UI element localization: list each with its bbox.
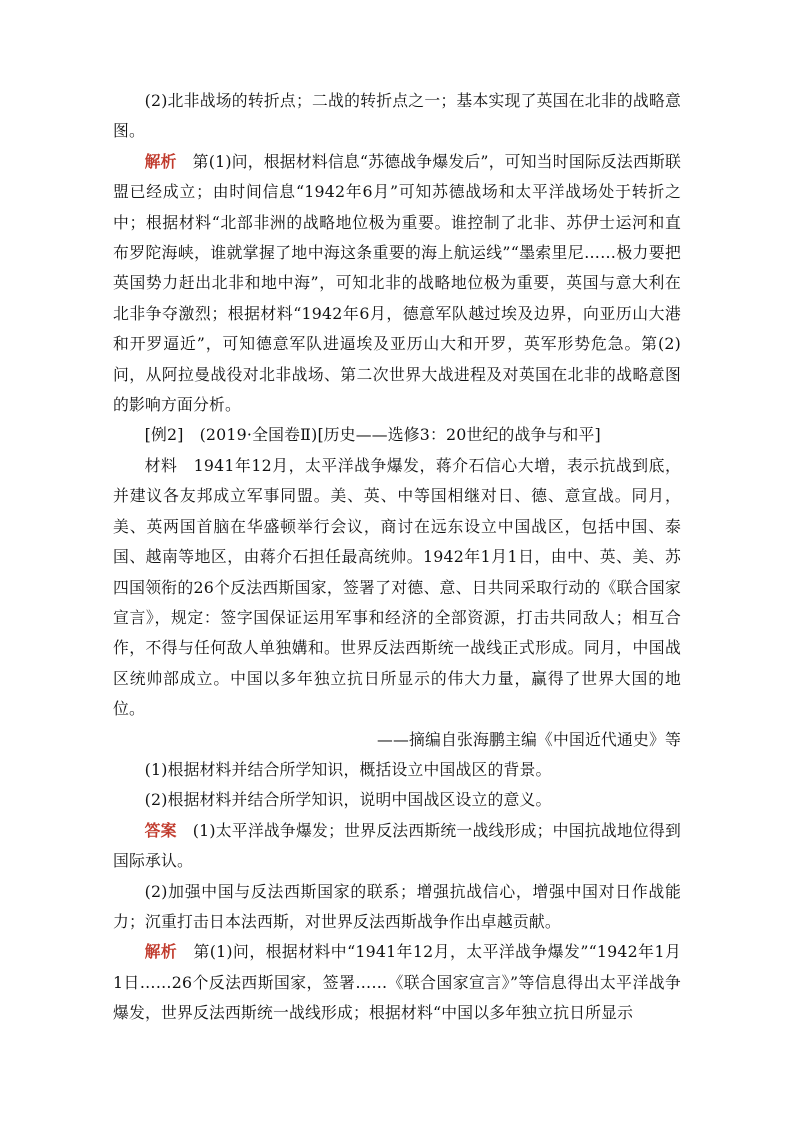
- answer-paragraph: [113, 816, 681, 877]
- answer-text: (1)太平洋战争爆发；世界反法西斯统一战线形成；中国抗战地位得到国际承认。: [113, 820, 681, 871]
- analysis-paragraph-2: [113, 937, 681, 1028]
- analysis-text: 第(1)问，根据材料信息“苏德战争爆发后”，可知当时国际反法西斯联盟已经成立；由时间信息“1942年6月”可知苏德战场和太平洋战场处于转折之中；根据材料“北部非洲的战略地位极为重要。谁控制了北非、苏伊士运河和直布罗陀海峡，谁就掌握了地中海这条重要的海上航运线”“墨索里尼……极力要把英国势力赶出北非和地中海”，可知北非的战略地位极为重要，英国与意大利在北非争夺激烈；根据材料“1942年6月，德意军队越过埃及边界，向亚历山大港和开罗逼近”，可知德意军队进逼埃及亚历山大和开罗，英军形势危急。第(2)问，从阿拉曼战役对北非战场、第二次世界大战进程及对英国在北非的战略意图的影响方面分析。: [113, 151, 681, 415]
- analysis-text-2: 第(1)问，根据材料中“1941年12月，太平洋战争爆发”“1942年1月1日……26个反法西斯国家，签署……《联合国家宣言》”等信息得出太平洋战争爆发，世界反法西斯统一战线形成；根据材料“中国以多年独立抗日所显示: [113, 942, 682, 1023]
- analysis-label: 解析: [144, 151, 177, 171]
- example-heading: [例2] (2019·全国卷Ⅱ)[历史——选修3：20世纪的战争与和平]: [144, 425, 601, 445]
- answer-part-2b: (2)加强中国与反法西斯国家的联系；增强抗战信心，增强中国对日作战能力；沉重打击日本法西斯，对世界反法西斯战争作出卓越贡献。: [113, 881, 681, 931]
- analysis-paragraph-1: [113, 147, 681, 421]
- question-1: (1)根据材料并结合所学知识，概括设立中国战区的背景。: [144, 759, 552, 779]
- analysis-label-2: 解析: [144, 942, 178, 962]
- answer-part-2: (2)北非战场的转折点；二战的转折点之一；基本实现了英国在北非的战略意图。: [113, 91, 681, 141]
- material-paragraph: 材料 1941年12月，太平洋战争爆发，蒋介石信心大增，表示抗战到底，并建议各友邦成立军事同盟。美、英、中等国相继对日、德、意宣战。同月，美、英两国首脑在华盛顿举行会议，商讨在远东设立中国战区，包括中国、泰国、越南等地区，由蒋介石担任最高统帅。1942年1月1日，由中、英、美、苏四国领衔的26个反法西斯国家，签署了对德、意、日共同采取行动的《联合国家宣言》，规定：签字国保证运用军事和经济的全部资源，打击共同敌人；相互合作，不得与任何敌人单独媾和。世界反法西斯统一战线正式形成。同月，中国战区统帅部成立。中国以多年独立抗日所显示的伟大力量，赢得了世界大国的地位。: [113, 455, 681, 719]
- question-2: (2)根据材料并结合所学知识，说明中国战区设立的意义。: [144, 790, 552, 810]
- material-source: ——摘编自张海鹏主编《中国近代通史》等: [377, 729, 681, 749]
- document-page: [113, 86, 681, 1029]
- answer-label: 答案: [144, 820, 177, 840]
